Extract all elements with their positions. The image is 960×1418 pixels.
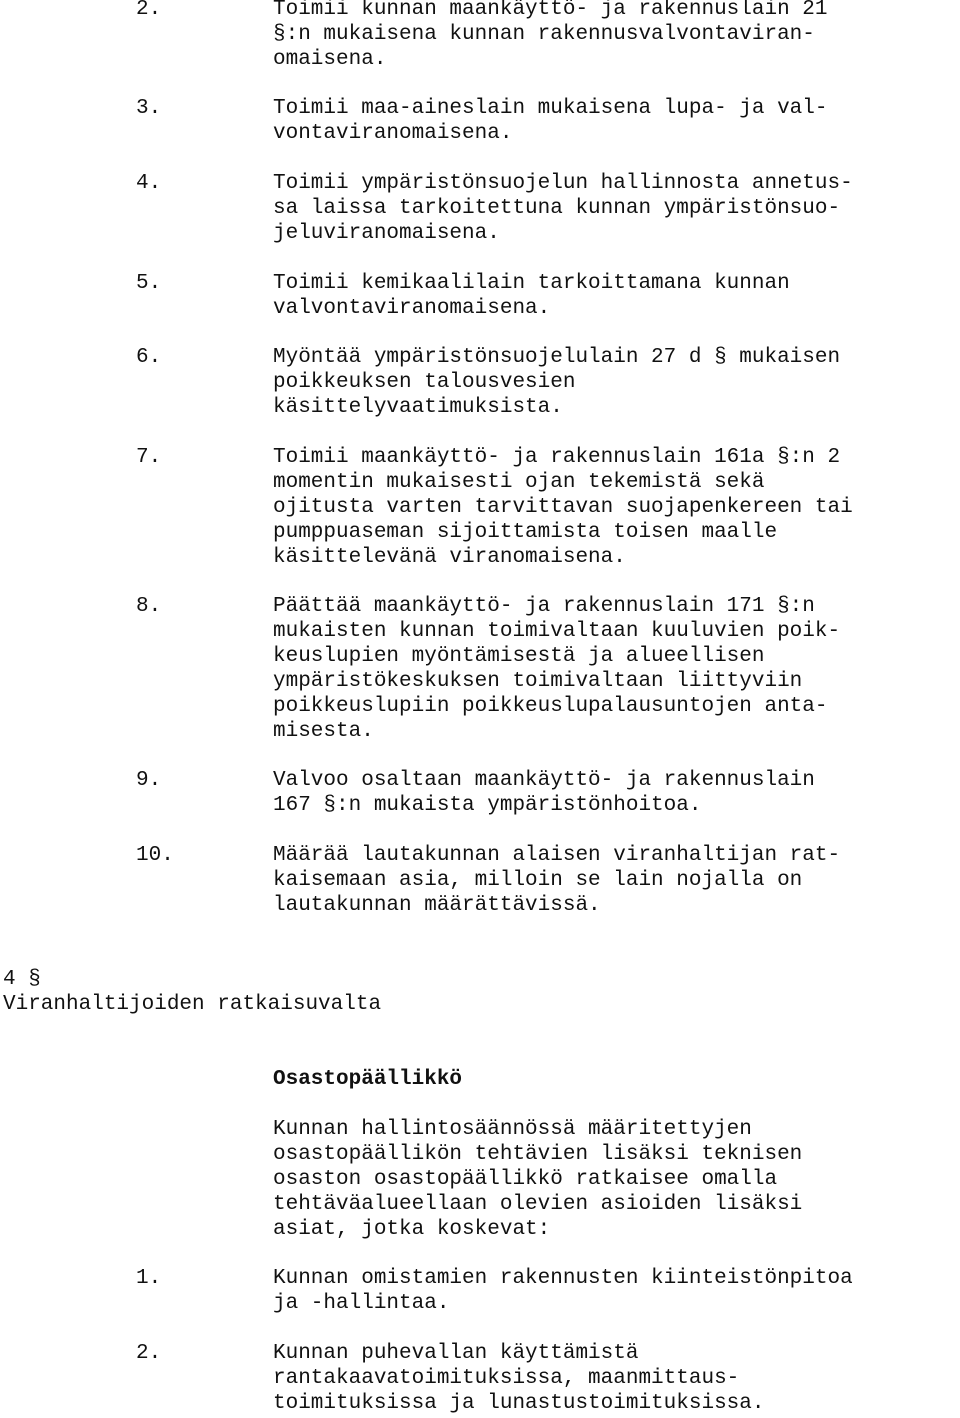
list-item-number: 2. [136,1342,162,1365]
list-item-text [273,171,960,246]
text-line: Myöntää ympäristönsuojelulain 27 d § mukaisen [273,346,841,369]
text-line: Päättää maankäyttö- ja rakennuslain 171 §:n [273,595,815,618]
list-item-text [273,445,960,570]
text-line: Toimii maankäyttö- ja rakennuslain 161a §:n 2 [273,446,841,469]
subsection-intro [273,1117,960,1242]
text-line: pumppuaseman sijoittamista toisen maalle [273,521,778,544]
list-item-text [273,271,960,321]
text-line: ja -hallintaa. [273,1292,450,1315]
list-item-text [273,96,960,146]
list-item-text [273,0,960,72]
text-line: vontaviranomaisena. [273,122,513,145]
list-item-text [273,1266,960,1316]
list-item-text [273,843,960,918]
text-line: toimituksissa ja lunastustoimituksissa. [273,1392,765,1415]
text-line: Kunnan hallintosäännössä määritettyjen [273,1118,752,1141]
text-line: osastopäällikön tehtävien lisäksi teknisen [273,1143,803,1166]
text-line: ojitusta varten tarvittavan suojapenkereen tai [273,496,853,519]
text-line: momentin mukaisesti ojan tekemistä sekä [273,471,765,494]
list-item-text [273,345,960,420]
list-item-text [273,768,960,818]
text-line: asiat, jotka koskevat: [273,1218,551,1241]
text-line: poikkeuslupiin poikkeuslupalausuntojen anta- [273,695,828,718]
text-line: §:n mukaisena kunnan rakennusvalvontaviran- [273,23,815,46]
text-line: Toimii maa-aineslain mukaisena lupa- ja val- [273,97,828,120]
list-item-number: 3. [136,97,162,120]
text-line: Määrää lautakunnan alaisen viranhaltijan rat- [273,844,841,867]
section-heading [3,967,903,1017]
list-item-number: 4. [136,172,162,195]
list-item-text [273,1341,960,1416]
text-line: sa laissa tarkoitettuna kunnan ympäristönsuo- [273,197,841,220]
text-line: tehtäväalueellaan olevien asioiden lisäksi [273,1193,803,1216]
list-item-number: 1. [136,1267,162,1290]
text-line: Kunnan puhevallan käyttämistä [273,1342,639,1365]
list-item-number: 7. [136,446,162,469]
text-line: käsittelyvaatimuksista. [273,396,563,419]
list-item-number: 8. [136,595,162,618]
text-line: käsittelevänä viranomaisena. [273,546,626,569]
text-line: Toimii kemikaalilain tarkoittamana kunnan [273,272,790,295]
subsection-heading: Osastopäällikkö [273,1068,463,1091]
text-line: keuslupien myöntämisestä ja alueellisen [273,645,765,668]
text-line: Toimii ympäristönsuojelun hallinnosta annetus- [273,172,853,195]
text-line: jeluviranomaisena. [273,222,500,245]
list-item-number: 2. [136,0,162,21]
text-line: Kunnan omistamien rakennusten kiinteistönpitoa [273,1267,853,1290]
list-item-text [273,594,960,744]
list-item-number: 9. [136,769,162,792]
list-item-number: 6. [136,346,162,369]
text-line: Toimii kunnan maankäyttö- ja rakennuslain 21 [273,0,828,21]
text-line: omaisena. [273,48,387,71]
text-line: lautakunnan määrättävissä. [273,894,601,917]
text-line: rantakaavatoimituksissa, maanmittaus- [273,1367,740,1390]
text-line: mukaisten kunnan toimivaltaan kuuluvien poik- [273,620,841,643]
text-line: Valvoo osaltaan maankäyttö- ja rakennuslain [273,769,815,792]
text-line: poikkeuksen talousvesien [273,371,576,394]
text-line: osaston osastopäällikkö ratkaisee omalla [273,1168,778,1191]
section-title: Viranhaltijoiden ratkaisuvalta [3,993,382,1016]
text-line: 167 §:n mukaista ympäristönhoitoa. [273,794,702,817]
text-line: valvontaviranomaisena. [273,297,551,320]
list-item-number: 5. [136,272,162,295]
text-line: kaisemaan asia, milloin se lain nojalla on [273,869,803,892]
text-line: ympäristökeskuksen toimivaltaan liittyviin [273,670,803,693]
text-line: misesta. [273,720,374,743]
section-number: 4 § [3,968,41,991]
list-item-number: 10. [136,844,174,867]
